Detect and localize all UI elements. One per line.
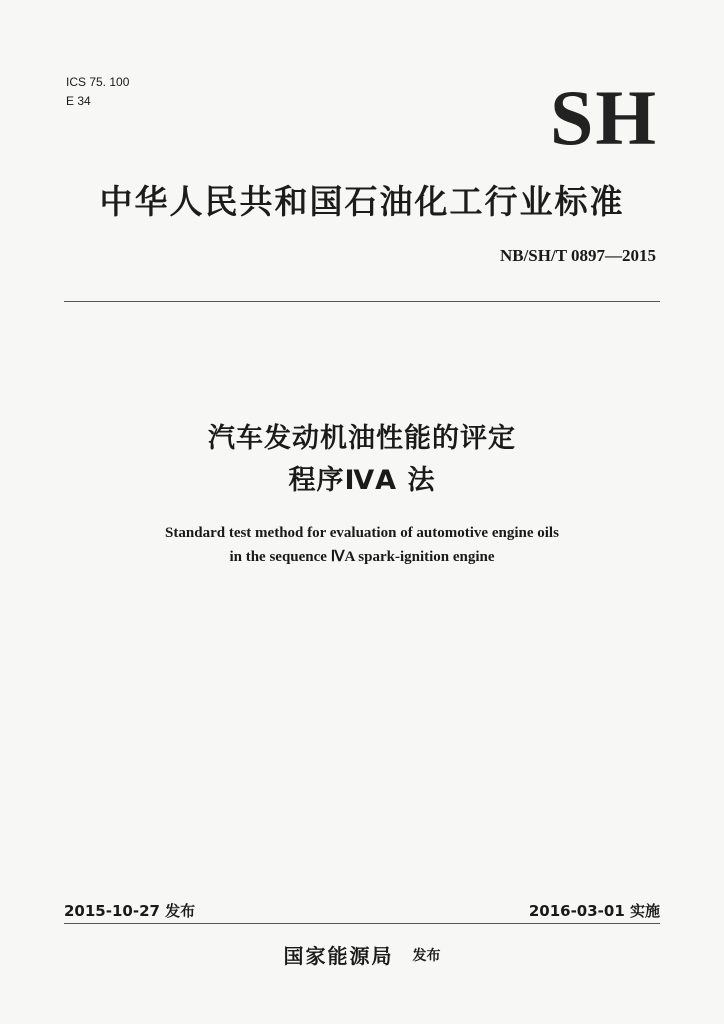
chinese-title-line-2: 程序ⅣA 法	[288, 465, 436, 496]
standard-category-title: 中华人民共和国石油化工行业标准	[99, 182, 625, 221]
issue-date: 2015-10-27 发布	[64, 902, 196, 920]
english-title-line-1: Standard test method for evaluation of automotive engine oils	[165, 525, 559, 541]
classification-code: E 34	[66, 94, 91, 108]
ics-code: ICS 75. 100	[66, 75, 130, 89]
issuer-block	[0, 942, 724, 970]
chinese-title-line-1: 汽车发动机油性能的评定	[208, 423, 516, 454]
sh-logo: SH	[549, 74, 658, 161]
standard-number: NB/SH/T 0897—2015	[499, 246, 656, 265]
top-divider	[64, 301, 660, 302]
publish-label: 发布	[412, 948, 441, 964]
implementation-date: 2016-03-01 实施	[528, 902, 660, 920]
issuing-authority: 国家能源局	[283, 944, 394, 968]
english-title-line-2: in the sequence ⅣA spark-ignition engine	[229, 549, 495, 565]
bottom-divider	[64, 923, 660, 924]
